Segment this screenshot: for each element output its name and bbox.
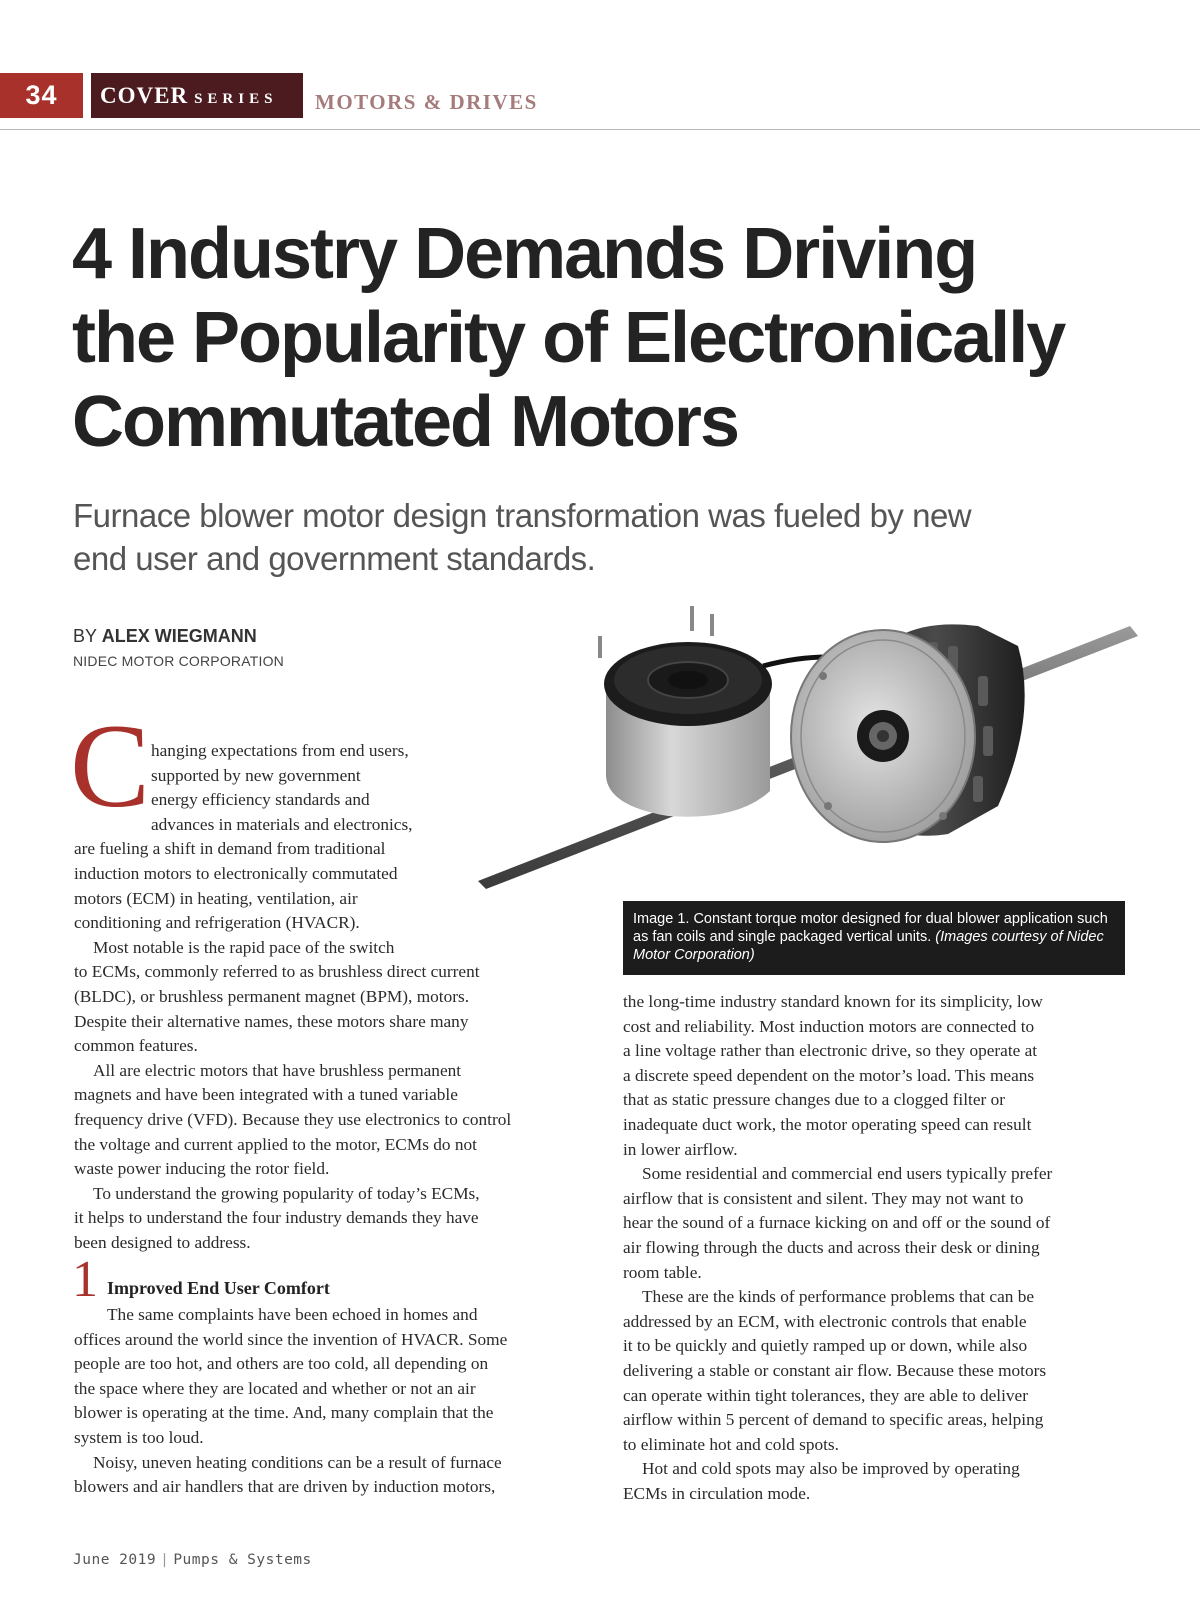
motor-photo bbox=[478, 606, 1154, 896]
text-line: to ECMs, commonly referred to as brushless direct current bbox=[74, 962, 480, 982]
header-rule bbox=[0, 129, 1200, 130]
text-line: common features. bbox=[74, 1036, 198, 1056]
text-line: been designed to address. bbox=[74, 1233, 251, 1252]
title-line: 4 Industry Demands Driving bbox=[72, 214, 977, 294]
text-line: To understand the growing popularity of today’s ECMs, bbox=[93, 1183, 480, 1203]
text-line: it to be quickly and quietly ramped up or down, while also bbox=[623, 1336, 1028, 1356]
footer-separator: | bbox=[160, 1552, 170, 1568]
text-line: waste power inducing the rotor field. bbox=[74, 1159, 330, 1179]
text-line: Hot and cold spots may also be improved by operating bbox=[642, 1459, 1020, 1479]
text-line: induction motors to electronically commutated bbox=[74, 864, 398, 883]
drop-cap: C bbox=[70, 699, 151, 832]
text-line: delivering a stable or constant air flow. Because these motors bbox=[623, 1361, 1047, 1380]
article-title bbox=[72, 212, 1182, 464]
text-line: offices around the world since the invention of HVACR. Some bbox=[74, 1329, 508, 1349]
subtitle-line: Furnace blower motor design transformation was fueled by new bbox=[73, 497, 972, 534]
text-line: the space where they are located and whether or not an air bbox=[74, 1378, 476, 1398]
text-line: blower is operating at the time. And, many complain that the bbox=[74, 1403, 494, 1423]
text-line: in lower airflow. bbox=[623, 1139, 738, 1159]
text-line: conditioning and refrigeration (HVACR). bbox=[74, 913, 360, 933]
text-line: are fueling a shift in demand from traditional bbox=[74, 839, 386, 859]
text-line: addressed by an ECM, with electronic controls that enable bbox=[623, 1311, 1027, 1331]
series-word: SERIES bbox=[194, 91, 278, 107]
page-footer bbox=[73, 1552, 312, 1568]
caption-text: Image 1. Constant torque motor designed for dual blower application such as fan coils and single packaged vertical units. bbox=[633, 911, 1108, 945]
footer-date: June 2019 bbox=[73, 1552, 157, 1568]
text-line: Despite their alternative names, these motors share many bbox=[74, 1011, 469, 1031]
caption-credit: (Images courtesy of Nidec Motor Corporation) bbox=[633, 929, 1104, 963]
byline-prefix: BY bbox=[73, 626, 97, 646]
text-line: All are electric motors that have brushless permanent bbox=[93, 1060, 462, 1080]
text-line: supported by new government bbox=[151, 765, 361, 785]
text-line: people are too hot, and others are too cold, all depending on bbox=[74, 1354, 489, 1374]
text-line: a line voltage rather than electronic drive, so they operate at bbox=[623, 1041, 1038, 1061]
footer-publication: Pumps & Systems bbox=[173, 1552, 312, 1568]
text-line: can operate within tight tolerances, they are able to deliver bbox=[623, 1385, 1028, 1405]
text-line: magnets and have been integrated with a tuned variable bbox=[74, 1085, 458, 1105]
text-line: advances in materials and electronics, bbox=[151, 814, 413, 834]
page-number: 34 bbox=[0, 73, 83, 118]
text-line: Noisy, uneven heating conditions can be a result of furnace bbox=[93, 1452, 502, 1472]
text-line: airflow within 5 percent of demand to specific areas, helping bbox=[623, 1410, 1044, 1430]
text-line: motors (ECM) in heating, ventilation, air bbox=[74, 888, 358, 908]
text-line: room table. bbox=[623, 1262, 702, 1282]
text-line: These are the kinds of performance problems that can be bbox=[642, 1287, 1035, 1307]
article-subtitle bbox=[73, 494, 1073, 580]
text-line: The same complaints have been echoed in homes and bbox=[107, 1305, 478, 1324]
text-line: blowers and air handlers that are driven by induction motors, bbox=[74, 1477, 496, 1497]
cover-series-label bbox=[91, 73, 303, 118]
section-heading: Improved End User Comfort bbox=[107, 1278, 330, 1298]
text-line: the long-time industry standard known for its simplicity, low bbox=[623, 992, 1043, 1011]
text-line: ECMs in circulation mode. bbox=[623, 1484, 811, 1503]
section-number: 1 bbox=[72, 1251, 98, 1308]
text-line: hear the sound of a furnace kicking on and off or the sound of bbox=[623, 1213, 1051, 1233]
image-caption bbox=[623, 901, 1125, 975]
text-line: air flowing through the ducts and across their desk or dining bbox=[623, 1238, 1040, 1257]
cover-word: COVER bbox=[100, 83, 189, 108]
text-line: that as static pressure changes due to a clogged filter or bbox=[623, 1090, 1005, 1110]
author-affiliation: NIDEC MOTOR CORPORATION bbox=[73, 653, 284, 669]
text-line: cost and reliability. Most induction motors are connected to bbox=[623, 1016, 1035, 1036]
subtitle-line: end user and government standards. bbox=[73, 540, 596, 577]
text-line: to eliminate hot and cold spots. bbox=[623, 1434, 839, 1454]
byline bbox=[73, 626, 257, 647]
text-line: it helps to understand the four industry demands they have bbox=[74, 1208, 479, 1228]
text-line: airflow that is consistent and silent. They may not want to bbox=[623, 1188, 1024, 1208]
text-line: (BLDC), or brushless permanent magnet (BPM), motors. bbox=[74, 987, 470, 1006]
text-line: energy efficiency standards and bbox=[151, 790, 370, 810]
text-line: the voltage and current applied to the motor, ECMs do not bbox=[74, 1134, 477, 1154]
author-name: ALEX WIEGMANN bbox=[101, 626, 257, 646]
text-line: system is too loud. bbox=[74, 1428, 204, 1447]
text-line: Most notable is the rapid pace of the switch bbox=[93, 937, 395, 957]
text-line: frequency drive (VFD). Because they use electronics to control bbox=[74, 1110, 512, 1129]
text-line: a discrete speed dependent on the motor’s load. This means bbox=[623, 1065, 1035, 1085]
text-line: hanging expectations from end users, bbox=[151, 741, 409, 760]
section-name: MOTORS & DRIVES bbox=[315, 90, 538, 114]
title-line: Commutated Motors bbox=[72, 382, 738, 462]
title-line: the Popularity of Electronically bbox=[72, 298, 1065, 378]
text-line: inadequate duct work, the motor operating speed can result bbox=[623, 1115, 1032, 1134]
text-line: Some residential and commercial end users typically prefer bbox=[642, 1164, 1053, 1184]
